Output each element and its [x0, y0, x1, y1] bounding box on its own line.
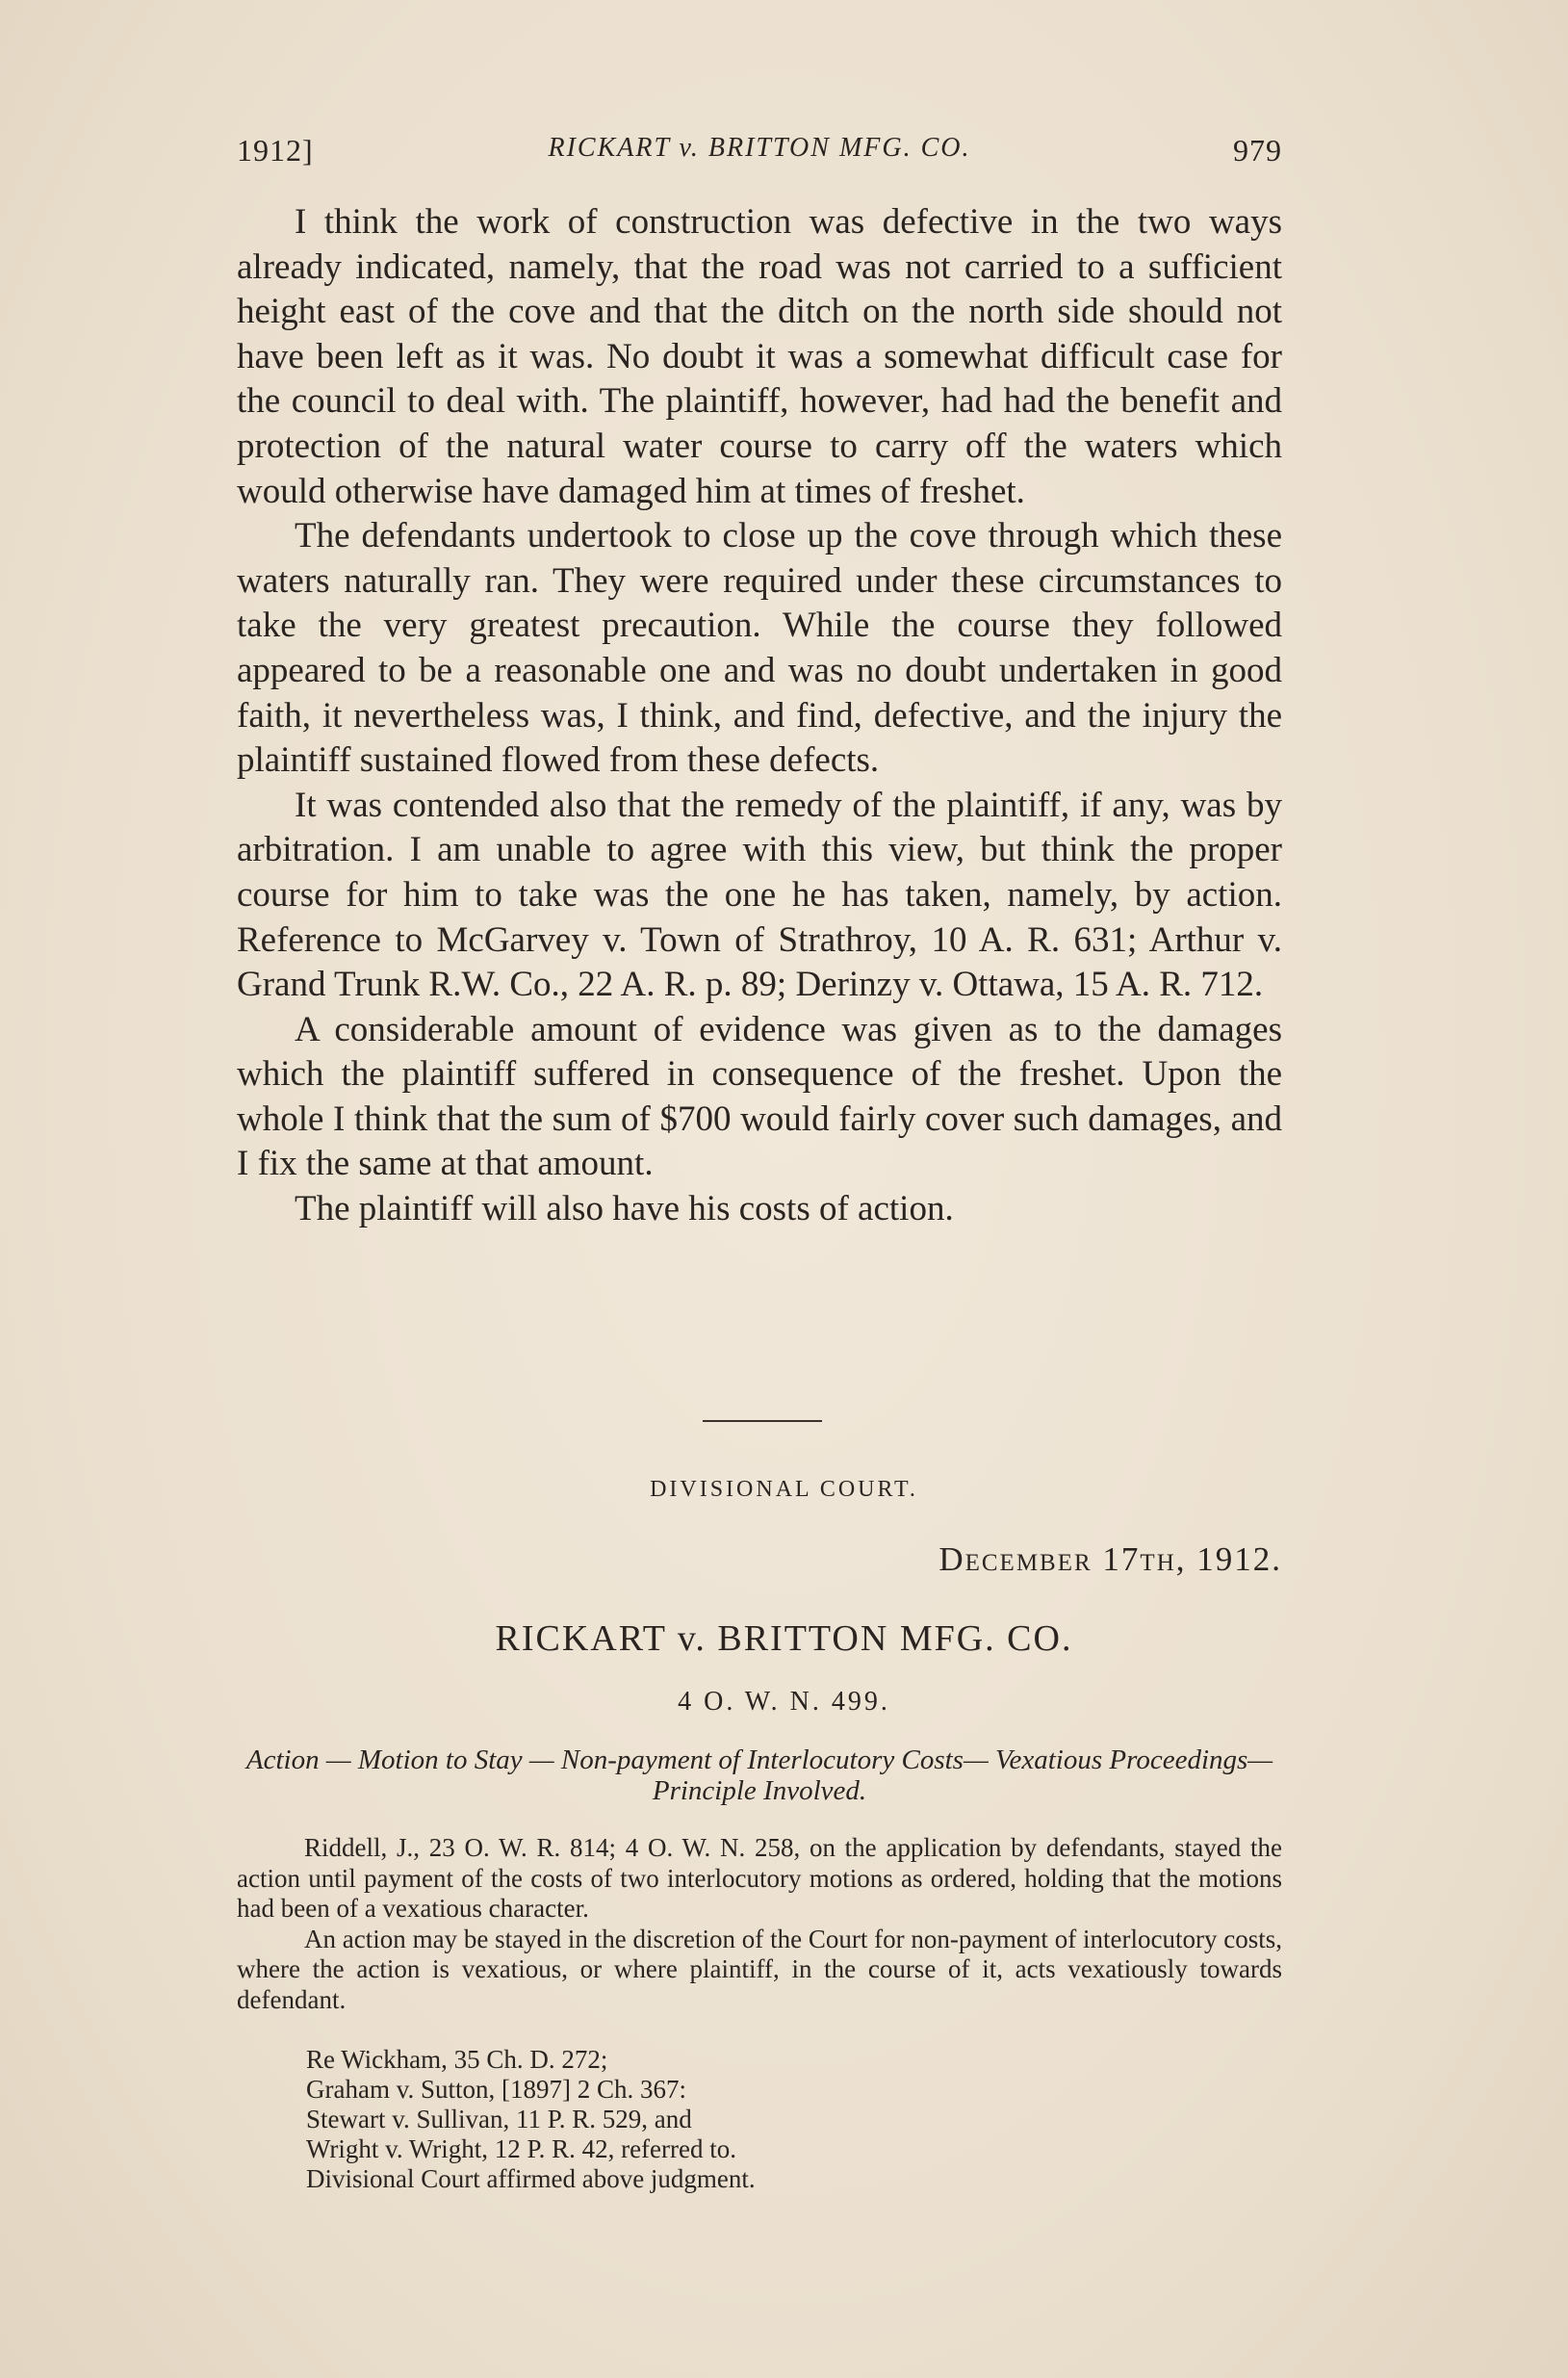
decision-date: December 17th, 1912. — [938, 1540, 1282, 1578]
paragraph: The defendants undertook to close up the cove through which these waters naturally ran. They were required under these circumstances to take the very greatest precaution. While the course they followed appeared to be a reasonable one and was no doubt undertaken in good faith, it nevertheless was, I think, and find, defective, and the injury the plaintiff sustained flowed from these defects. — [237, 516, 1282, 781]
holding-paragraph: Riddell, J., 23 O. W. R. 814; 4 O. W. N. 258, on the application by defendants, stayed the action until payment of the costs of two interlocutory motions as ordered, holding that the motions had been of a vexatious character. — [237, 1833, 1282, 1923]
page-number: 979 — [1233, 133, 1282, 168]
reference-item: Graham v. Sutton, [1897] 2 Ch. 367: — [306, 2075, 686, 2104]
section-divider — [703, 1420, 822, 1422]
running-head: RICKART v. BRITTON MFG. CO. — [548, 133, 971, 163]
paragraph: It was contended also that the remedy of the plaintiff, if any, was by arbitration. I am unable to agree with this view, but think the proper course for him to take was the one he has taken, namely, by action. Reference to McGarvey v. Town of Strathroy, 10 A. R. 631; Arthur v. Grand Trunk R.W. Co., 22 A. R. p. 89; Derinzy v. Ottawa, 15 A. R. 712. — [237, 785, 1282, 1005]
holding-paragraph: An action may be stayed in the discretion of the Court for non-payment of interlocutory costs, where the action is vexatious, or where plaintiff, in the course of it, acts vexatiously towards defendant. — [237, 1924, 1282, 2014]
paragraph: I think the work of construction was defective in the two ways already indicated, namely, that the road was not carried to a sufficient height east of the cove and that the ditch on the north side should not have been left as it was. No doubt it was a somewhat difficult case for the council to deal with. The plaintiff, however, had had the benefit and protection of the natural water course to carry off the waters which would otherwise have damaged him at times of freshet. — [237, 202, 1282, 511]
court-name: DIVISIONAL COURT. — [650, 1477, 918, 1502]
reference-item: Wright v. Wright, 12 P. R. 42, referred to. — [306, 2134, 737, 2163]
header-year: 1912] — [237, 133, 314, 168]
page-header — [237, 127, 1282, 175]
reference-item: Stewart v. Sullivan, 11 P. R. 529, and — [306, 2105, 692, 2133]
reference-item: Divisional Court affirmed above judgment. — [306, 2164, 756, 2193]
reference-item: Re Wickham, 35 Ch. D. 272; — [306, 2045, 608, 2074]
judgment-body — [237, 200, 1282, 1232]
paragraph: The plaintiff will also have his costs of action. — [295, 1189, 954, 1229]
case-title: RICKART v. BRITTON MFG. CO. — [495, 1618, 1073, 1659]
references-list — [306, 2045, 1269, 2194]
case-citation: 4 O. W. N. 499. — [678, 1687, 890, 1717]
holding-summary — [237, 1833, 1282, 2015]
paragraph: A considerable amount of evidence was given as to the damages which the plaintiff suffered in consequence of the freshet. Upon the whole I think that the sum of $700 would fairly cover such damages, and I fix the same at that amount. — [237, 1009, 1282, 1184]
headnote: Action — Motion to Stay — Non-payment of Interlocutory Costs— Vexatious Proceedings—Principle Involved. — [245, 1745, 1273, 1806]
